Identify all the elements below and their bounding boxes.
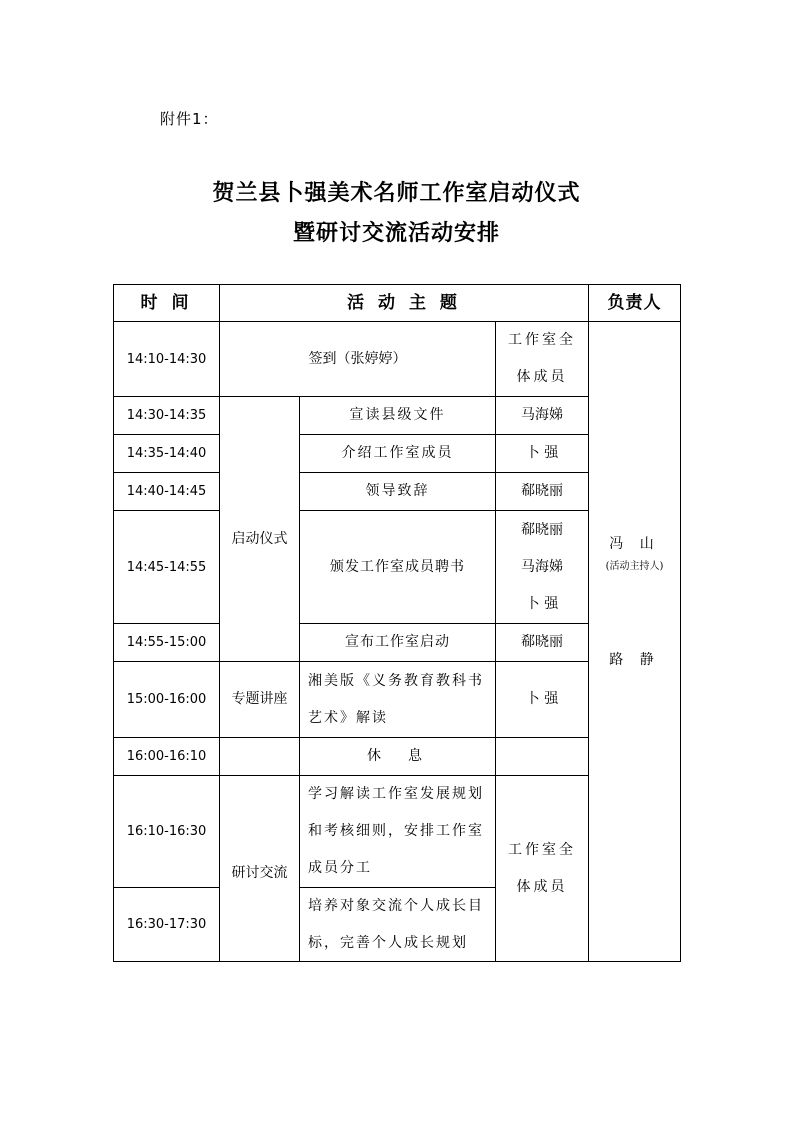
header-topic: 活 动 主 题 <box>219 284 589 322</box>
time-cell: 14:10-14:30 <box>113 321 220 397</box>
owner-cell: 郗晓丽 <box>495 623 589 662</box>
host-name-2: 路 静 <box>609 651 660 668</box>
time-cell: 16:00-16:10 <box>113 737 220 776</box>
document-title-line-1: 贺兰县卜强美术名师工作室启动仪式 <box>212 180 581 206</box>
owner-cell: 郗晓丽 马海娣 卜 强 <box>495 510 589 624</box>
item-cell: 介绍工作室成员 <box>299 434 496 473</box>
item-cell: 宣布工作室启动 <box>299 623 496 662</box>
item-cell: 学习解读工作室发展规划和考核细则，安排工作室成员分工 <box>299 775 496 888</box>
owner-cell: 工作室全体成员 <box>495 321 589 397</box>
discussion-owner: 工作室全体成员 <box>495 775 589 962</box>
time-cell: 14:30-14:35 <box>113 396 220 435</box>
owner-cell: 郗晓丽 <box>495 472 589 511</box>
item-cell: 湘美版《义务教育教科书艺术》解读 <box>299 661 496 738</box>
item-cell: 宣读县级文件 <box>299 396 496 435</box>
host-cell <box>588 321 681 962</box>
time-cell: 14:35-14:40 <box>113 434 220 473</box>
time-cell: 14:55-15:00 <box>113 623 220 662</box>
item-cell: 休 息 <box>299 737 496 776</box>
time-cell: 16:30-17:30 <box>113 887 220 962</box>
host-note: (活动主持人) <box>605 560 664 572</box>
time-cell: 14:45-14:55 <box>113 510 220 624</box>
group-rest-empty <box>219 737 300 776</box>
schedule-table <box>113 284 681 962</box>
owner-cell: 卜 强 <box>495 661 589 738</box>
owner-cell: 马海娣 <box>495 396 589 435</box>
header-time: 时 间 <box>113 284 220 322</box>
group-discussion: 研讨交流 <box>219 775 300 962</box>
item-cell: 颁发工作室成员聘书 <box>299 510 496 624</box>
group-lecture: 专题讲座 <box>219 661 300 738</box>
time-cell: 15:00-16:00 <box>113 661 220 738</box>
document-title-line-2: 暨研讨交流活动安排 <box>292 220 500 246</box>
item-cell: 领导致辞 <box>299 472 496 511</box>
signin-topic: 签到（张婷婷） <box>219 321 496 397</box>
time-cell: 14:40-14:45 <box>113 472 220 511</box>
item-cell: 培养对象交流个人成长目标，完善个人成长规划 <box>299 887 496 962</box>
time-cell: 16:10-16:30 <box>113 775 220 888</box>
header-owner: 负责人 <box>588 284 681 322</box>
owner-cell <box>495 737 589 776</box>
attachment-label: 附件1： <box>160 110 219 128</box>
host-name-1: 冯 山 <box>609 535 660 552</box>
group-launch: 启动仪式 <box>219 396 300 662</box>
owner-cell: 卜 强 <box>495 434 589 473</box>
